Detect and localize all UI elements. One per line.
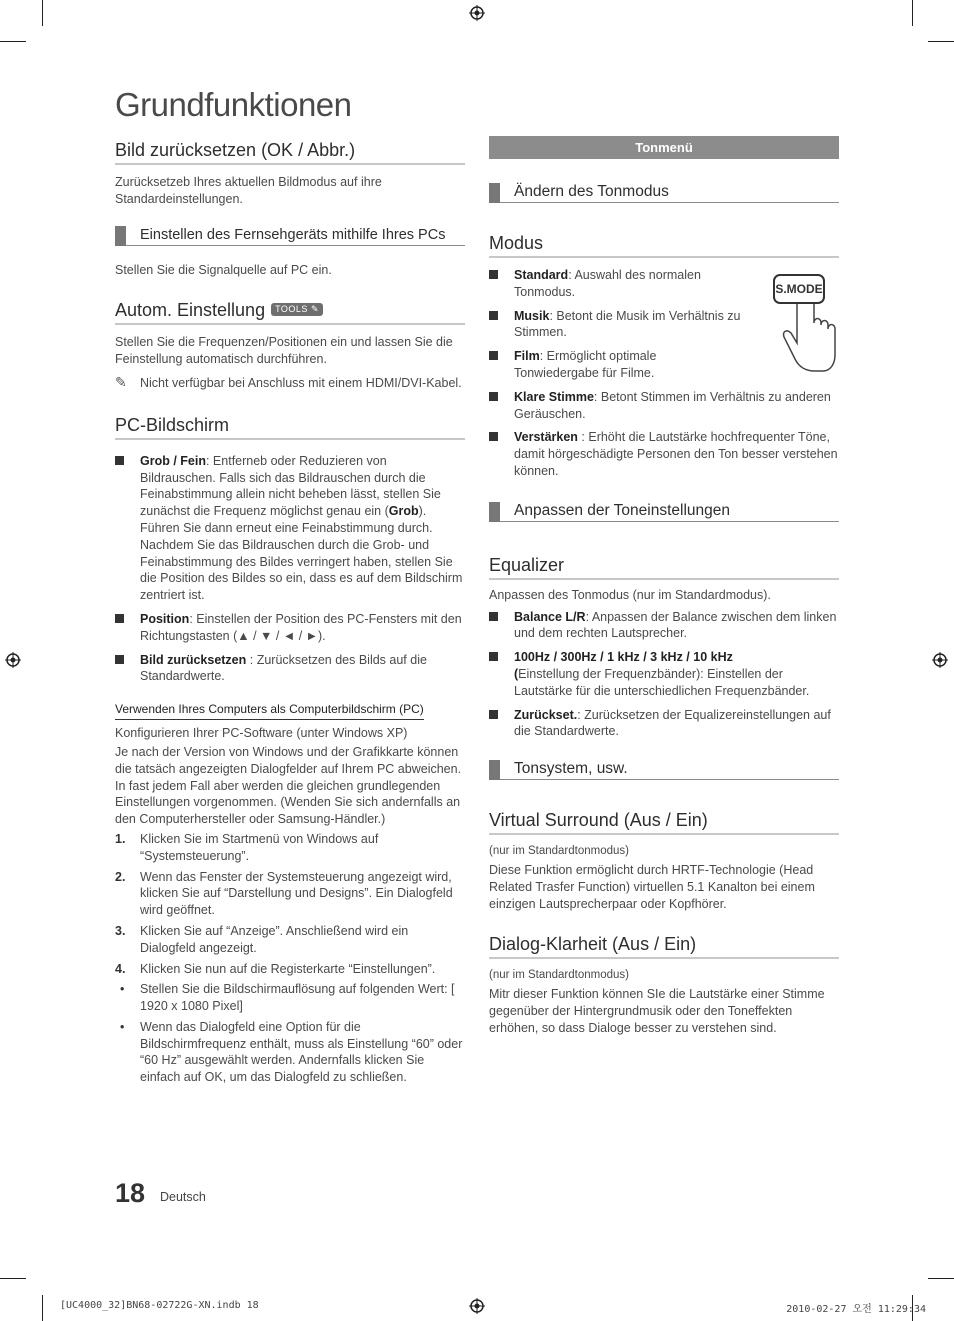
step-text: Wenn das Fenster der Systemsteuerung angezeigt wird, klicken Sie auf “Darstellung und Designs”. Ein Dialogfeld wird geöffnet. — [140, 869, 453, 918]
registration-mark-icon — [5, 652, 21, 668]
list-item — [489, 707, 839, 741]
computer-subheading: Verwenden Ihres Computers als Computerbildschirm (PC) — [115, 702, 424, 720]
crop-mark — [0, 41, 26, 42]
list-item — [115, 981, 465, 1015]
autom-description: Stellen Sie die Frequenzen/Positionen ein und lassen Sie die Feinstellung automatisch durchführen. — [115, 335, 453, 367]
item-text: : Anpassen der Balance zwischen dem linken und dem rechten Lautsprecher. — [514, 609, 837, 641]
item-text: Einstellung der Frequenzbänder): Einstellen der Lautstärke für die unterschiedlichen Frequenzbänder. — [514, 666, 810, 698]
list-item — [489, 267, 754, 301]
dialog-note: (nur im Standardtonmodus) — [489, 969, 629, 982]
list-item — [115, 1019, 465, 1086]
bullet-dot-icon: • — [120, 982, 125, 997]
list-item — [489, 609, 839, 643]
list-item — [115, 831, 465, 865]
item-text: : Einstellen der Position des PC-Fensters mit den Richtungstasten (▲ / ▼ / ◄ / ►). — [140, 611, 462, 643]
list-item — [489, 389, 839, 423]
list-item — [489, 429, 839, 479]
section-heading-equalizer: Equalizer — [489, 555, 839, 580]
crop-mark — [42, 0, 43, 26]
item-term: Position — [140, 611, 190, 626]
tonmodus-heading-text: Ändern des Tonmodus — [514, 183, 669, 200]
print-slug-left: [UC4000_32]BN68-02722G-XN.indb 18 — [60, 1300, 259, 1311]
step-number: 1. — [115, 831, 126, 846]
print-slug-right: 2010-02-27 오전 11:29:34 — [786, 1304, 926, 1315]
section-band-tonmenu: Tonmenü — [489, 136, 839, 159]
heading-bar — [489, 183, 500, 203]
section-heading-dialog-klarheit: Dialog-Klarheit (Aus / Ein) — [489, 934, 839, 959]
item-term: ( — [514, 666, 519, 681]
tools-badge-icon: TOOLS ✎ — [271, 303, 323, 316]
item-term: Grob / Fein — [140, 453, 206, 468]
bullet-dot-icon: • — [120, 1019, 125, 1034]
note-pencil-icon: ✎ — [115, 373, 127, 390]
heading-bar — [489, 502, 500, 522]
dialog-description: Mitr dieser Funktion können SIe die Lautstärke einer Stimme gegenüber der Hintergrundmusik oder den Toneffekten erhöhen, so dass Dialoge besser zu verstehen sind. — [489, 987, 825, 1035]
autom-note — [115, 375, 465, 392]
computer-paragraph: Je nach der Version von Windows und der Grafikkarte können die tatsäch angezeigten Dialogfelder auf Ihrem PC abweichen. In fast jedem Fall aber werden die gleichen grundlegenden Einstellungen vorgenommen. (Wenden Sie sich andernfalls an den Computerhersteller oder Samsung-Händler.) — [115, 744, 462, 827]
item-text: : Entferneb oder Reduzieren von Bildrauschen. Falls sich das Bildrauschen durch die Feinabstimmung allein nicht beheben lässt, stellen Sie zunächst die Frequenz möglichst genau ein ( — [140, 453, 441, 519]
subsection-heading-anpassen — [489, 502, 839, 522]
item-term: Balance L/R — [514, 609, 586, 624]
section-heading-modus: Modus — [489, 233, 839, 258]
list-item — [115, 961, 465, 978]
list-item — [115, 923, 465, 957]
virtual-description: Diese Funktion ermöglicht durch HRTF-Technologie (Head Related Trasfer Function) virtuellen 5.1 Kanalton bei einem einzigen Lautsprecherpaar oder Kopfhörer. — [489, 862, 815, 911]
item-text: : Betont Stimmen im Verhältnis zu anderen Geräuschen. — [514, 389, 831, 421]
subsection-heading-pc-setup — [115, 226, 465, 246]
item-term: Musik — [514, 308, 550, 323]
bullet-square-icon — [115, 655, 124, 664]
section-heading-pc-bildschirm: PC-Bildschirm — [115, 415, 465, 440]
heading-bar — [489, 760, 500, 780]
item-term: Grob — [388, 504, 419, 519]
autom-heading-text: Autom. Einstellung — [115, 300, 266, 321]
item-text: : Ermöglicht optimale Tonwiedergabe für Filme. — [514, 349, 657, 380]
smode-button — [773, 274, 825, 304]
bullet-square-icon — [489, 311, 498, 320]
list-item — [115, 453, 465, 604]
crop-mark — [0, 1278, 26, 1279]
crop-mark — [928, 1278, 954, 1279]
list-item — [489, 308, 764, 342]
item-term: Klare Stimme — [514, 389, 594, 404]
step-text: Klicken Sie nun auf die Registerkarte “Einstellungen”. — [140, 961, 436, 976]
bullet-square-icon — [489, 270, 498, 279]
item-term: Verstärken — [514, 430, 578, 445]
item-text: : Zurücksetzen der Equalizereinstellungen auf die Standardwerte. — [514, 707, 831, 739]
bullet-square-icon — [489, 710, 498, 719]
subsection-heading-tonsystem — [489, 760, 839, 780]
subsection-heading-tonmodus — [489, 183, 839, 203]
tools-badge-label: TOOLS — [275, 304, 308, 315]
list-item — [489, 649, 839, 699]
bullet-square-icon — [115, 456, 124, 465]
bullet-text: Wenn das Dialogfeld eine Option für die Bildschirmfrequenz enthält, muss als Einstellung “60” oder “60 Hz” ausgewählt werden. Andernfalls klicken Sie einfach auf OK, um das Dialogfeld zu schließen. — [140, 1019, 463, 1085]
registration-mark-icon — [932, 652, 948, 668]
step-number: 3. — [115, 923, 126, 938]
list-item — [489, 348, 734, 382]
item-text: : Auswahl des normalen Tonmodus. — [514, 268, 701, 299]
heading-bar — [115, 226, 126, 246]
registration-mark-icon — [469, 5, 485, 21]
smode-button-label: S.MODE — [775, 282, 823, 296]
registration-mark-icon — [469, 1298, 485, 1314]
item-term: Bild zurücksetzen — [140, 652, 247, 667]
bullet-square-icon — [489, 392, 498, 401]
item-term: Zurückset. — [514, 707, 578, 722]
item-text: : Erhöht die Lautstärke hochfrequenter Töne, damit hörgeschädigte Personen den Ton besser verstehen können. — [514, 430, 838, 478]
bullet-square-icon — [489, 351, 498, 360]
page-language: Deutsch — [160, 1190, 206, 1204]
virtual-note: (nur im Standardtonmodus) — [489, 845, 629, 858]
section-heading-virtual-surround: Virtual Surround (Aus / Ein) — [489, 810, 839, 835]
step-text: Klicken Sie auf “Anzeige”. Anschließend wird ein Dialogfeld angezeigt. — [140, 923, 409, 955]
tonsystem-heading-text: Tonsystem, usw. — [514, 760, 628, 778]
step-number: 4. — [115, 961, 126, 976]
pc-setup-text: Stellen Sie die Signalquelle auf PC ein. — [115, 262, 332, 277]
right-column — [489, 136, 839, 1037]
section-heading-autom-einstellung — [115, 300, 465, 325]
left-column — [115, 140, 465, 1086]
bullet-square-icon — [489, 432, 498, 441]
bullet-square-icon — [489, 612, 498, 621]
bullet-square-icon — [115, 614, 124, 623]
list-item — [115, 869, 465, 919]
crop-mark — [912, 0, 913, 26]
page-title: Grundfunktionen — [115, 86, 352, 123]
autom-note-text: Nicht verfügbar bei Anschluss mit einem HDMI/DVI-Kabel. — [140, 375, 462, 390]
crop-mark — [42, 1295, 43, 1321]
step-number: 2. — [115, 869, 126, 884]
item-text: : Betont die Musik im Verhältnis zu Stimmen. — [514, 308, 741, 340]
step-text: Klicken Sie im Startmenü von Windows auf “Systemsteuerung”. — [140, 831, 379, 863]
item-term: Standard — [514, 268, 569, 282]
item-text: : Zurücksetzen des Bilds auf die Standardwerte. — [140, 652, 427, 684]
page-number: 18 — [115, 1178, 146, 1208]
smode-remote-illustration — [771, 275, 841, 375]
pc-setup-heading-text: Einstellen des Fernsehgeräts mithilfe Ihres PCs — [140, 226, 446, 243]
crop-mark — [928, 41, 954, 42]
equalizer-description: Anpassen des Tonmodus (nur im Standardmodus). — [489, 587, 771, 602]
bullet-text: Stellen Sie die Bildschirmauflösung auf folgenden Wert: [ 1920 x 1080 Pixel] — [140, 982, 455, 1014]
item-term: Film — [514, 349, 540, 364]
reset-description: Zurücksetzeb Ihres aktuellen Bildmodus auf ihre Standardeinstellungen. — [115, 175, 382, 206]
item-text: ). Führen Sie dann erneut eine Feinabstimmung durch. Nachdem Sie das Bildrauschen durch die Grob- und Feinabstimmung des Bildes verringert haben, stellen Sie die Position des Bildes so ein, dass es auf dem Bildschirm zentriert ist. — [140, 504, 463, 603]
list-item — [115, 652, 465, 686]
anpassen-heading-text: Anpassen der Toneinstellungen — [514, 501, 731, 519]
bullet-square-icon — [489, 652, 498, 661]
computer-line: Konfigurieren Ihrer PC-Software (unter Windows XP) — [115, 726, 408, 741]
item-term: 100Hz / 300Hz / 1 kHz / 3 kHz / 10 kHz — [514, 650, 733, 665]
list-item — [115, 611, 465, 645]
section-heading-bild-zuruecksetzen: Bild zurücksetzen (OK / Abbr.) — [115, 140, 465, 165]
